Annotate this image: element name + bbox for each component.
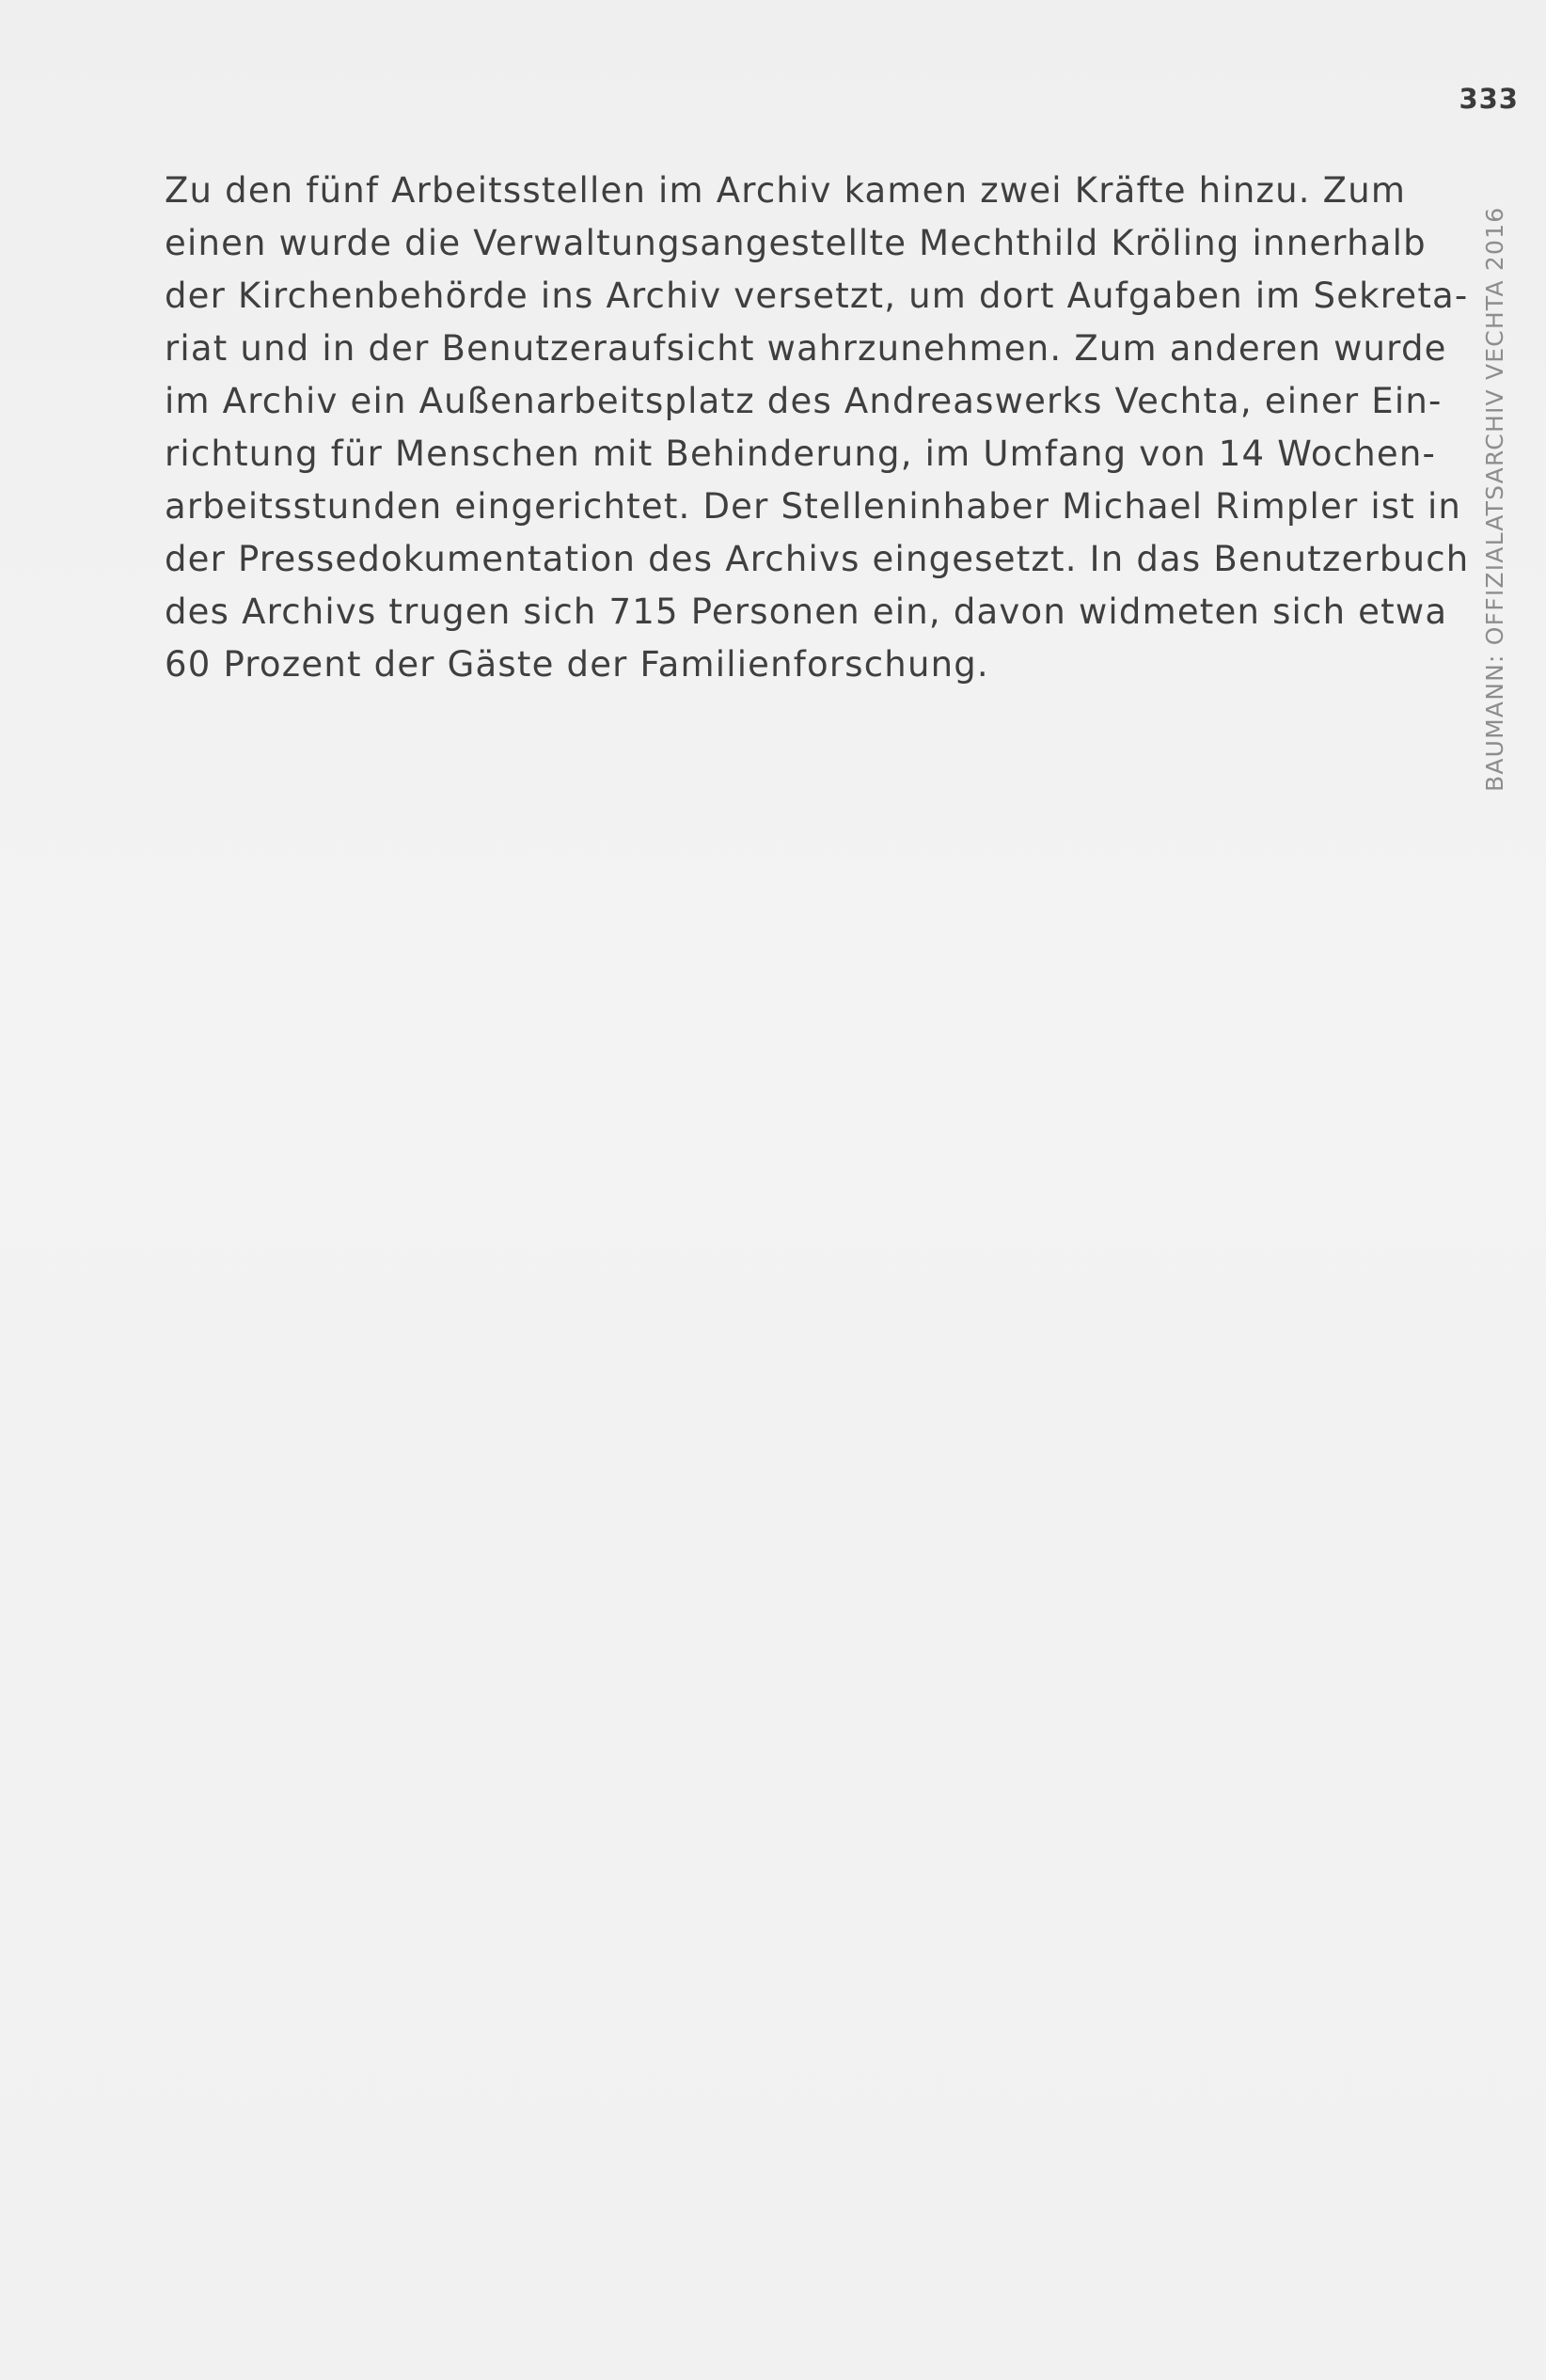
paragraph-line: richtung für Menschen mit Behinderung, im Umfang von 14 Wochen- [165, 433, 1437, 474]
paragraph-line: riat und in der Benutzeraufsicht wahrzunehmen. Zum anderen wurde [165, 328, 1447, 369]
running-head: BAUMANN: OFFIZIALATSARCHIV VECHTA 2016 [1481, 206, 1508, 792]
paragraph-line: der Pressedokumentation des Archivs eingesetzt. In das Benutzerbuch [165, 539, 1470, 579]
paragraph-line: Zu den fünf Arbeitsstellen im Archiv kamen zwei Kräfte hinzu. Zum [165, 170, 1407, 211]
paragraph-line: 60 Prozent der Gäste der Familienforschung. [165, 644, 989, 685]
body-paragraph [165, 165, 1470, 691]
paragraph-line: des Archivs trugen sich 715 Personen ein, davon widmeten sich etwa [165, 591, 1448, 632]
page-number: 333 [1459, 83, 1519, 115]
paragraph-line: arbeitsstunden eingerichtet. Der Stelleninhaber Michael Rimpler ist in [165, 486, 1462, 527]
paragraph-line: einen wurde die Verwaltungsangestellte Mechthild Kröling innerhalb [165, 223, 1427, 263]
paragraph-line: der Kirchenbehörde ins Archiv versetzt, um dort Aufgaben im Sekreta- [165, 276, 1469, 316]
paragraph-line: im Archiv ein Außenarbeitsplatz des Andreaswerks Vechta, einer Ein- [165, 381, 1443, 421]
